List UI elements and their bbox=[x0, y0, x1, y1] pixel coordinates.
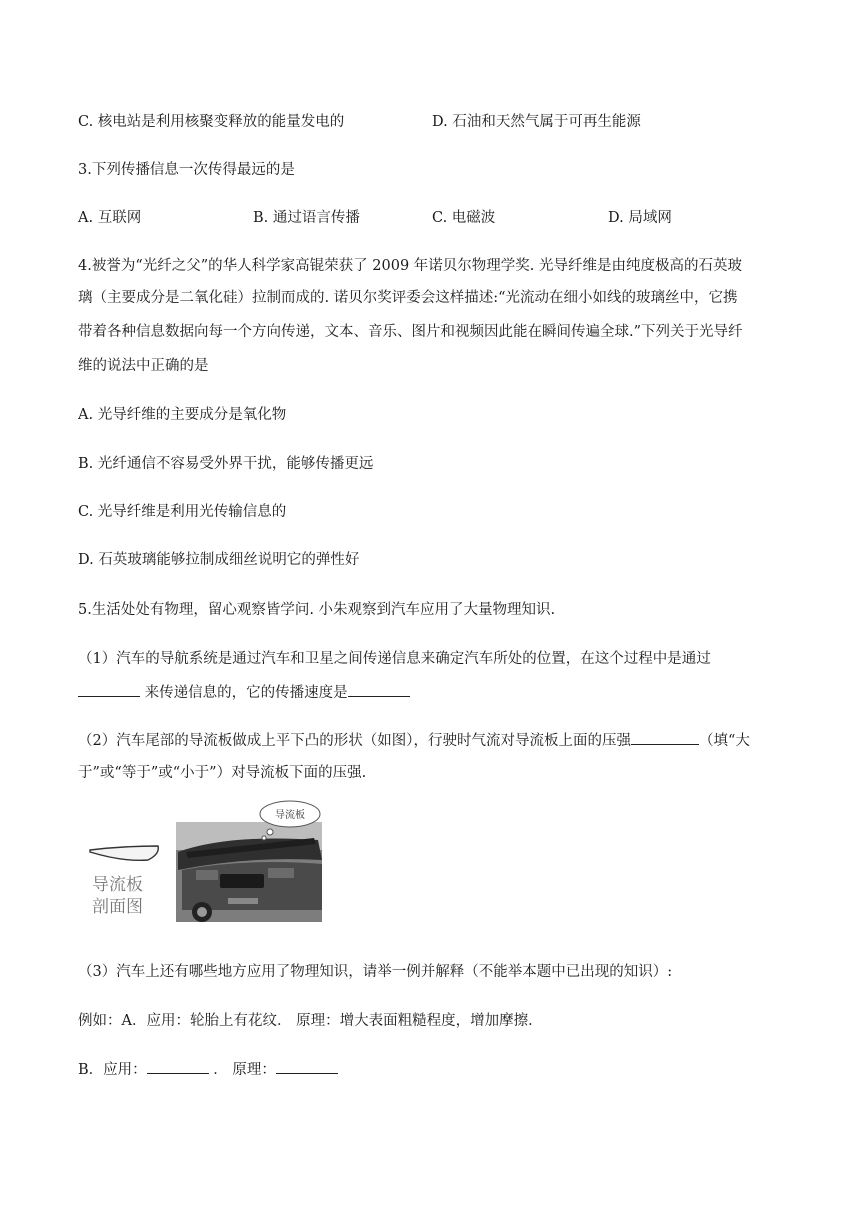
q5-part2-line1 bbox=[78, 730, 750, 751]
answer-blank[interactable] bbox=[147, 1059, 209, 1074]
q4-option-d: D. 石英玻璃能够拉制成细丝说明它的弹性好 bbox=[78, 552, 360, 568]
car-rear-photo bbox=[176, 822, 322, 922]
q5-part2-end-text: （填“大 bbox=[698, 733, 750, 749]
q5-part2-text: （2）汽车尾部的导流板做成上平下凸的形状（如图），行驶时气流对导流板上面的压强 bbox=[78, 733, 631, 749]
spoiler-section-drawing bbox=[90, 846, 158, 860]
spoiler-figure bbox=[78, 800, 338, 925]
q4-stem-line-1: 4.被誉为“光纤之父”的华人科学家高锟荣获了 2009 年诺贝尔物理学奖. 光导纤维是由纯度极高的石英玻 bbox=[78, 258, 742, 274]
q4-stem-line-2: 璃（主要成分是二氧化硅）拉制而成的. 诺贝尔奖评委会这样描述:“光流动在细小如线的玻璃丝中，它携 bbox=[78, 290, 738, 306]
q3-option-d: D. 局域网 bbox=[608, 210, 672, 226]
q4-stem-line-3: 带着各种信息数据向每一个方向传递，文本、音乐、图片和视频因此能在瞬间传遍全球.”下列关于光导纤 bbox=[78, 324, 743, 340]
section-label-2: 剖面图 bbox=[92, 897, 143, 917]
q5-part1-mid-text: 来传递信息的，它的传播速度是 bbox=[140, 685, 348, 701]
q5-example: 例如：A．应用：轮胎上有花纹． 原理：增大表面粗糙程度，增加摩擦． bbox=[78, 1013, 543, 1029]
q3-stem: 3.下列传播信息一次传得最远的是 bbox=[78, 162, 295, 178]
q5-part2-line2: 于”或“等于”或“小于”）对导流板下面的压强. bbox=[78, 765, 367, 781]
q5-part1-line2 bbox=[78, 682, 410, 703]
answer-prefix: B．应用： bbox=[78, 1062, 147, 1078]
answer-blank[interactable] bbox=[348, 682, 410, 697]
q2-option-d: D. 石油和天然气属于可再生能源 bbox=[432, 114, 641, 130]
q5-part3: （3）汽车上还有哪些地方应用了物理知识，请举一例并解释（不能举本题中已出现的知识）: bbox=[78, 964, 673, 980]
q5-answer-line bbox=[78, 1059, 338, 1080]
answer-blank[interactable] bbox=[631, 730, 699, 745]
section-label-1: 导流板 bbox=[92, 875, 143, 895]
q4-option-a: A. 光导纤维的主要成分是氧化物 bbox=[78, 407, 287, 423]
bubble-label: 导流板 bbox=[275, 810, 305, 821]
q3-option-c: C. 电磁波 bbox=[432, 210, 496, 226]
q4-stem-line-4: 维的说法中正确的是 bbox=[78, 358, 209, 374]
answer-blank[interactable] bbox=[78, 682, 140, 697]
q2-option-c: C. 核电站是利用核聚变释放的能量发电的 bbox=[78, 114, 345, 130]
q5-part1-line1: （1）汽车的导航系统是通过汽车和卫星之间传递信息来确定汽车所处的位置，在这个过程中是通过 bbox=[78, 651, 711, 667]
q3-option-b: B. 通过语言传播 bbox=[253, 210, 360, 226]
answer-mid: ． 原理： bbox=[208, 1062, 276, 1078]
q4-option-b: B. 光纤通信不容易受外界干扰，能够传播更远 bbox=[78, 456, 374, 472]
q5-stem: 5.生活处处有物理，留心观察皆学问. 小朱观察到汽车应用了大量物理知识. bbox=[78, 602, 556, 618]
q3-option-a: A. 互联网 bbox=[78, 210, 142, 226]
answer-blank[interactable] bbox=[276, 1059, 338, 1074]
q4-option-c: C. 光导纤维是利用光传输信息的 bbox=[78, 504, 287, 520]
